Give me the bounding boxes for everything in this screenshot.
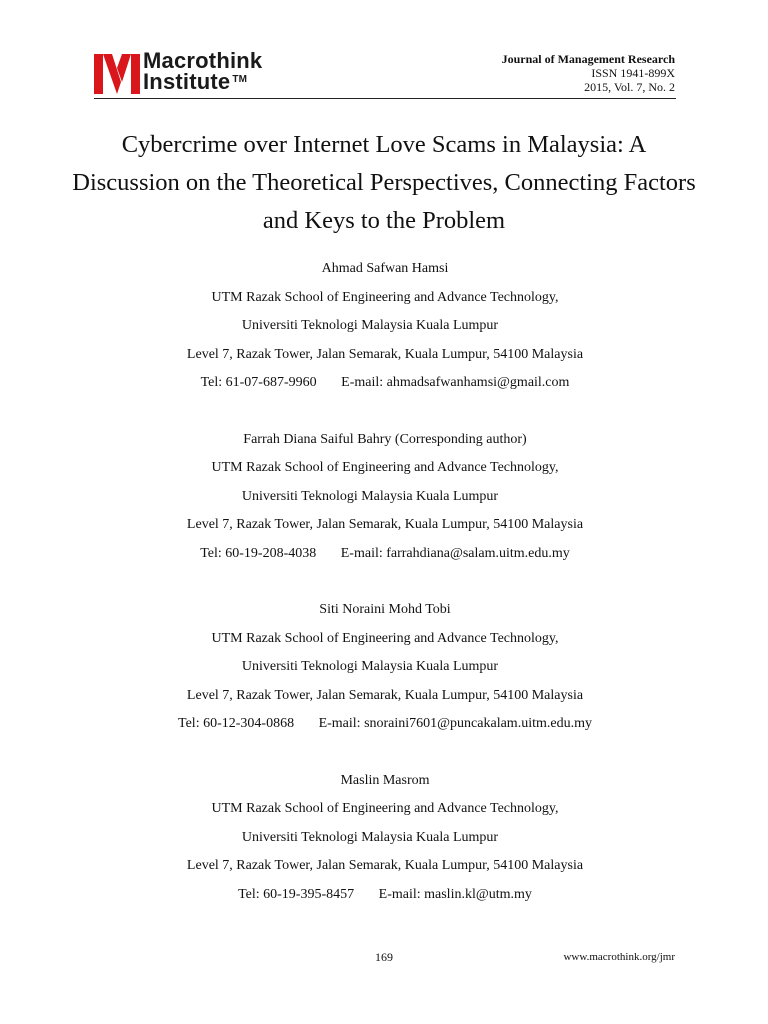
author-contact [94,710,676,739]
author-email[interactable]: E-mail: ahmadsafwanhamsi@gmail.com [341,375,570,390]
journal-issn: ISSN 1941-899X [591,66,675,80]
author-university: Universiti Teknologi Malaysia Kuala Lumpur [241,488,499,504]
journal-volume: 2015, Vol. 7, No. 2 [584,80,675,94]
author-name: Farrah Diana Saiful Bahry (Corresponding author) [243,431,527,447]
author-block [94,255,676,398]
author-address: Level 7, Razak Tower, Jalan Semarak, Kuala Lumpur, 54100 Malaysia [186,687,584,703]
author-tel: Tel: 60-19-208-4038 [200,545,317,561]
journal-url-link[interactable]: www.macrothink.org/jmr [563,951,675,963]
author-name: Ahmad Safwan Hamsi [321,261,449,276]
author-email[interactable]: E-mail: snoraini7601@puncakalam.uitm.edu.my [318,716,592,731]
author-block [94,767,676,910]
author-university: Universiti Teknologi Malaysia Kuala Lumpur [241,318,499,333]
author-name: Maslin Masrom [340,772,430,788]
macrothink-m-logo-icon [94,52,140,94]
logo-line-2-text: Institute [143,69,231,94]
paper-title: Cybercrime over Internet Love Scams in Malaysia: A Discussion on the Theoretical Perspectives, Connecting Factors and Keys to the Problem [72,131,696,234]
author-block [94,426,676,569]
logo-line-2 [143,71,262,92]
author-contact [94,540,676,569]
author-tel: Tel: 61-07-687-9960 [200,375,317,390]
author-contact [94,881,676,910]
journal-info [502,52,675,94]
page-number: 169 [375,950,393,964]
author-institution: UTM Razak School of Engineering and Advance Technology, [211,289,559,305]
author-institution: UTM Razak School of Engineering and Advance Technology, [211,460,559,475]
logo-wordmark [143,50,262,92]
author-institution: UTM Razak School of Engineering and Advance Technology, [211,630,559,646]
author-institution: UTM Razak School of Engineering and Advance Technology, [211,801,559,816]
author-address: Level 7, Razak Tower, Jalan Semarak, Kuala Lumpur, 54100 Malaysia [186,858,584,873]
author-contact [94,369,676,398]
logo-trademark: TM [232,74,248,85]
author-tel: Tel: 60-19-395-8457 [238,886,355,902]
author-university: Universiti Teknologi Malaysia Kuala Lumpur [241,659,499,674]
publisher-logo [94,50,294,96]
author-block [94,596,676,739]
author-address: Level 7, Razak Tower, Jalan Semarak, Kuala Lumpur, 54100 Malaysia [186,346,584,362]
header-divider [94,98,676,99]
author-university: Universiti Teknologi Malaysia Kuala Lumpur [241,829,499,845]
author-email[interactable]: E-mail: farrahdiana@salam.uitm.edu.my [340,545,570,561]
author-name: Siti Noraini Mohd Tobi [319,602,451,617]
author-address: Level 7, Razak Tower, Jalan Semarak, Kuala Lumpur, 54100 Malaysia [186,517,584,532]
author-list [94,255,676,937]
author-tel: Tel: 60-12-304-0868 [178,716,295,731]
author-email[interactable]: E-mail: maslin.kl@utm.my [378,886,532,902]
journal-name: Journal of Management Research [501,52,675,66]
logo-line-1: Macrothink [143,48,263,73]
